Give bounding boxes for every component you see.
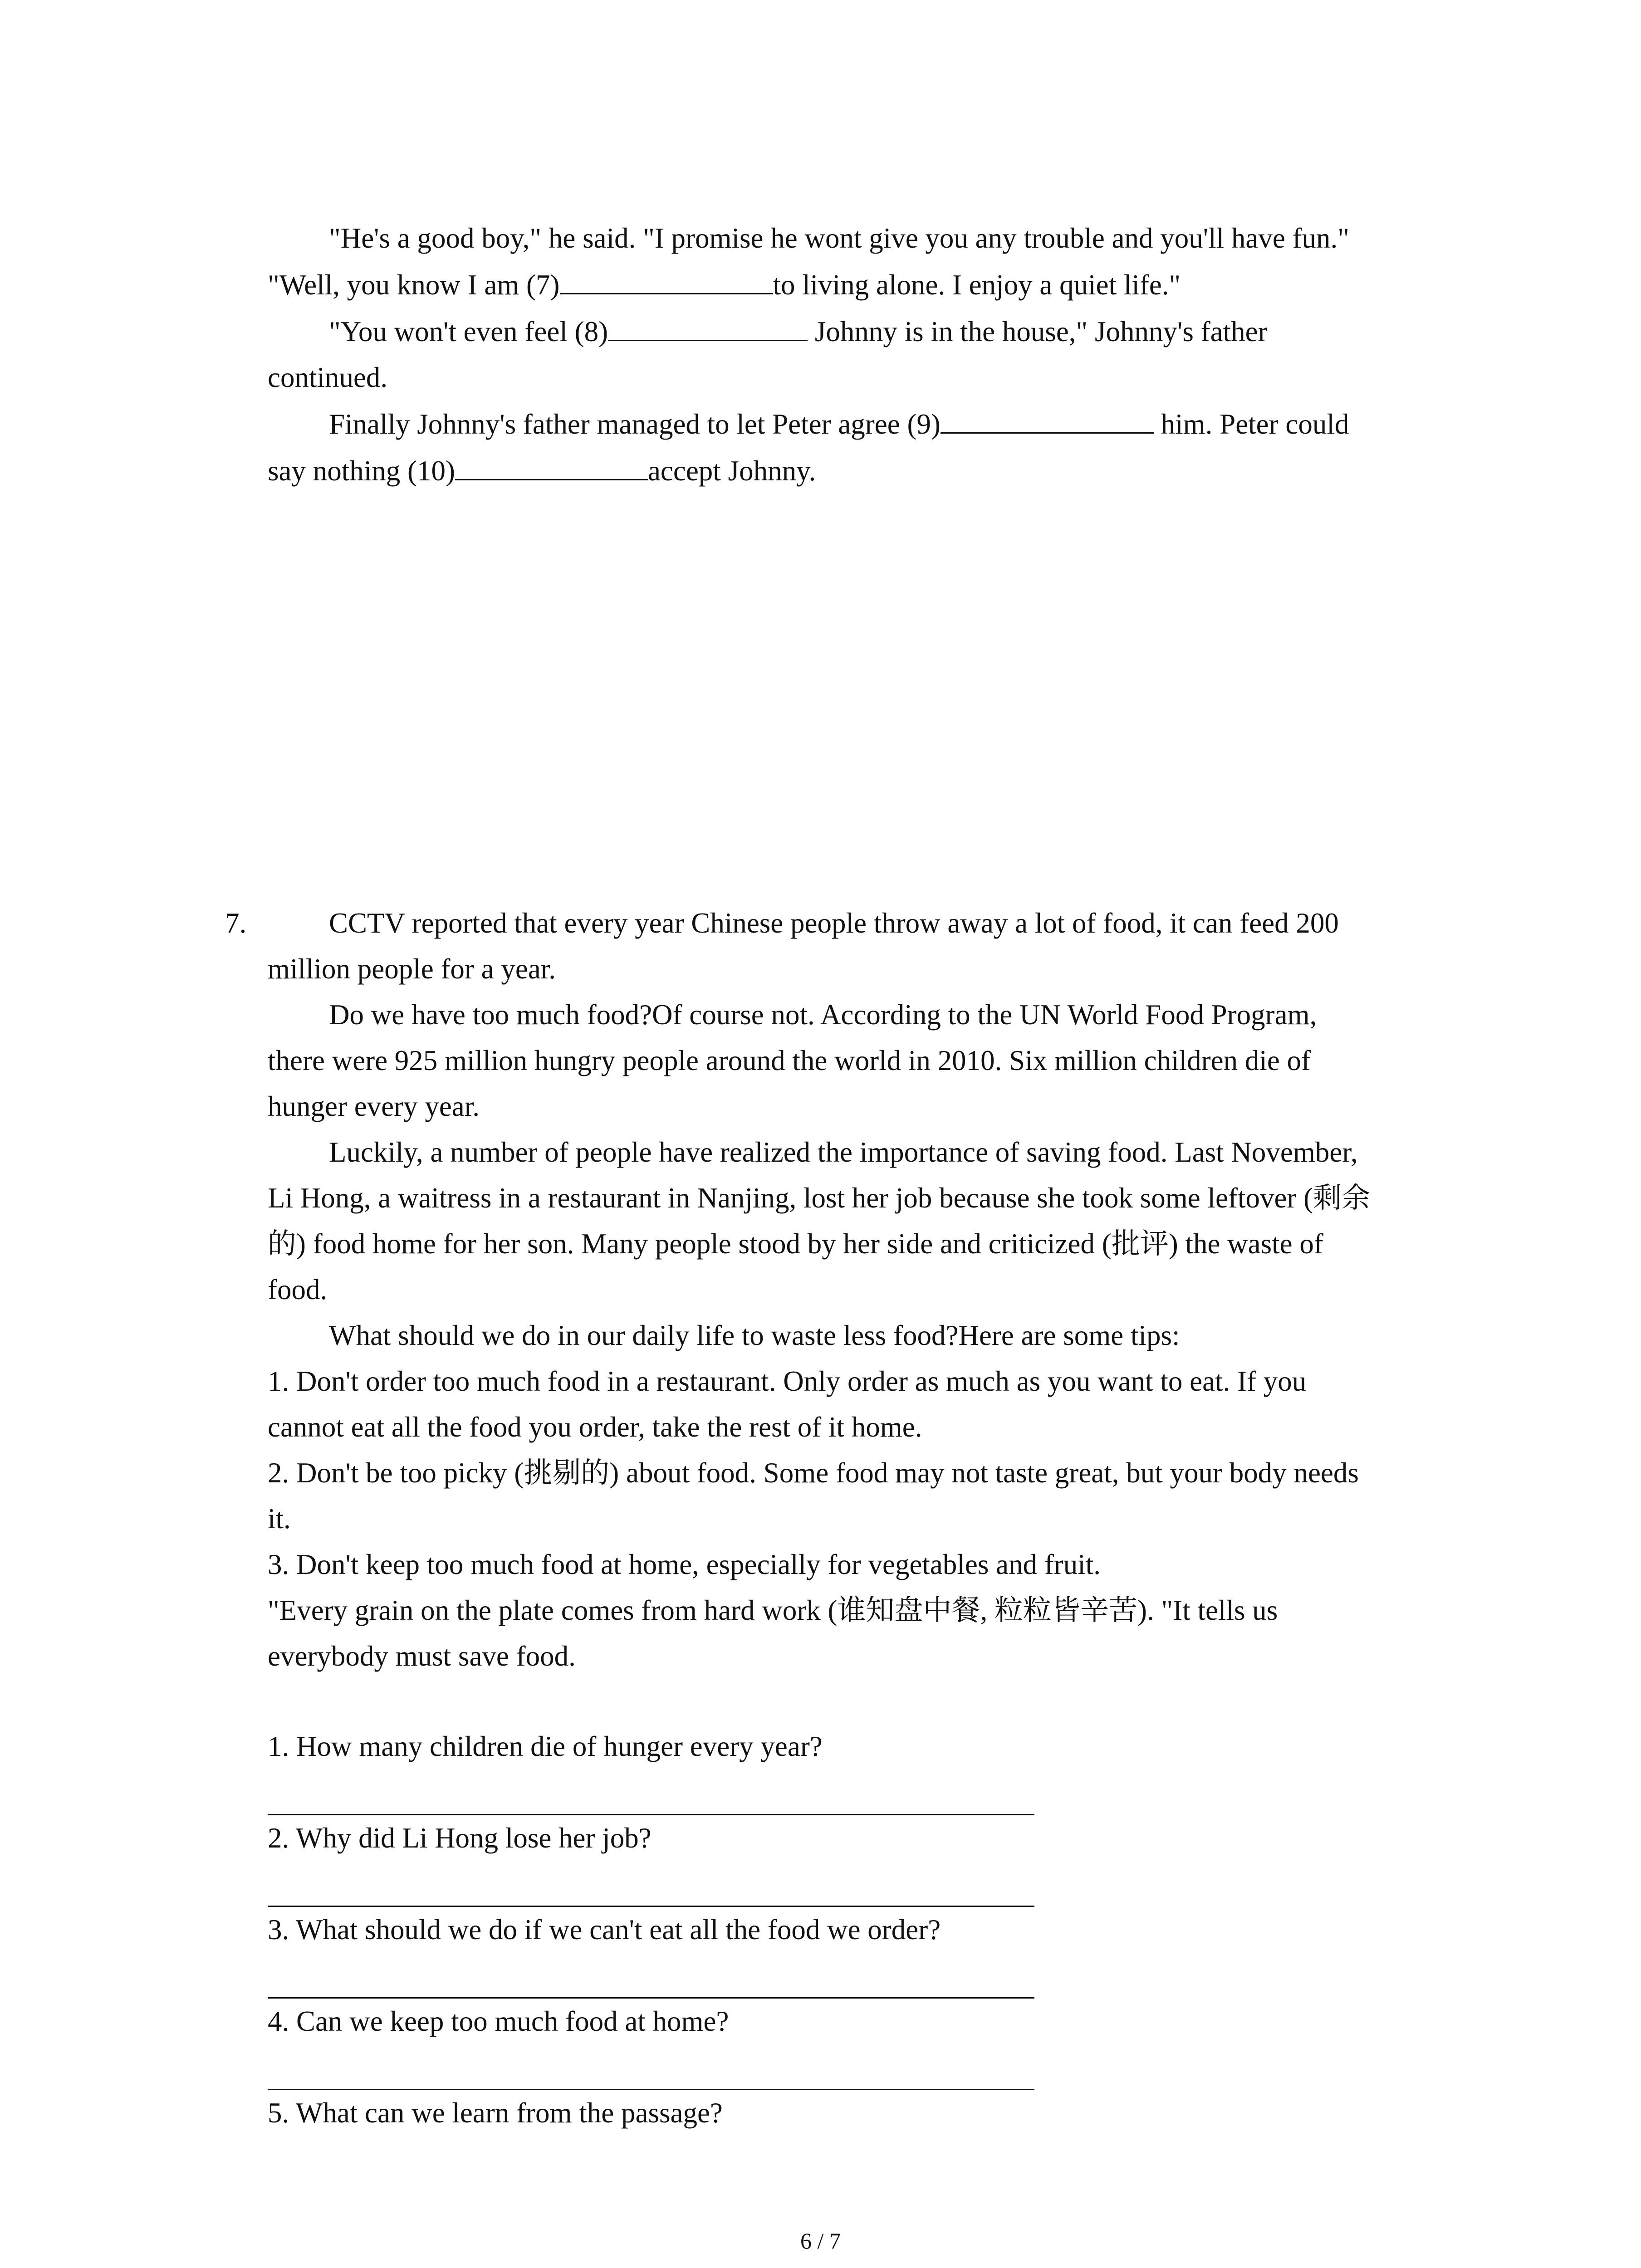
text-segment: to living alone. I enjoy a quiet life." — [773, 269, 1181, 301]
passage-6-line-6 — [268, 447, 1470, 494]
passage-line: everybody must save food. — [268, 1640, 576, 1672]
text-segment: "Well, you know I am (7) — [268, 269, 560, 301]
question-3: 3. What should we do if we can't eat all the food we order? — [268, 1914, 941, 1945]
text-segment: Johnny is in the house," Johnny's father — [808, 316, 1268, 347]
passage-line: 的) food home for her son. Many people stood by her side and criticized (批评) the waste of — [268, 1228, 1323, 1260]
blank-9 — [941, 401, 1154, 434]
question-5: 5. What can we learn from the passage? — [268, 2097, 723, 2129]
answer-line-2[interactable] — [268, 1861, 1034, 1907]
text-segment: "You won't even feel (8) — [329, 316, 608, 347]
passage-6-line-4: continued. — [268, 362, 388, 393]
text-segment: accept Johnny. — [647, 455, 816, 487]
passage-line: 2. Don't be too picky (挑剔的) about food. Some food may not taste great, but your body needs — [268, 1457, 1359, 1489]
passage-6-line-2 — [268, 261, 1470, 308]
passage-line: food. — [268, 1274, 328, 1305]
passage-6-line-1: "He's a good boy," he said. "I promise he wont give you any trouble and you'll have fun." — [329, 222, 1350, 254]
passage-line: "Every grain on the plate comes from hard work (谁知盘中餐, 粒粒皆辛苦). "It tells us — [268, 1594, 1278, 1626]
blank-10 — [455, 447, 648, 480]
question-4: 4. Can we keep too much food at home? — [268, 2005, 729, 2037]
passage-line: 3. Don't keep too much food at home, especially for vegetables and fruit. — [268, 1549, 1101, 1580]
passage-line: Li Hong, a waitress in a restaurant in Nanjing, lost her job because she took some leftover (剩余 — [268, 1182, 1371, 1214]
passage-6-line-5 — [268, 401, 1470, 447]
passage-line: What should we do in our daily life to waste less food?Here are some tips: — [329, 1320, 1180, 1351]
question-7-number: 7. — [225, 907, 247, 939]
question-7-passage — [268, 900, 1470, 1679]
passage-line: 1. Don't order too much food in a restaurant. Only order as much as you want to eat. If you — [268, 1365, 1307, 1397]
text-segment: say nothing (10) — [268, 455, 455, 487]
blank-8 — [608, 308, 808, 341]
passage-line: CCTV reported that every year Chinese people throw away a lot of food, it can feed 200 — [329, 907, 1339, 939]
text-segment: him. Peter could — [1153, 408, 1349, 440]
passage-line: million people for a year. — [268, 953, 556, 985]
question-1: 1. How many children die of hunger every year? — [268, 1730, 823, 1762]
text-segment: Finally Johnny's father managed to let Peter agree (9) — [329, 408, 941, 440]
comprehension-questions — [268, 1724, 1470, 2136]
passage-line: Do we have too much food?Of course not. According to the UN World Food Program, — [329, 999, 1317, 1031]
question-2: 2. Why did Li Hong lose her job? — [268, 1822, 652, 1854]
answer-line-4[interactable] — [268, 2044, 1034, 2090]
answer-line-1[interactable] — [268, 1769, 1034, 1815]
passage-line: hunger every year. — [268, 1090, 480, 1122]
passage-line: Luckily, a number of people have realized the importance of saving food. Last November, — [329, 1136, 1358, 1168]
page-number: 6 / 7 — [800, 2228, 841, 2253]
answer-line-3[interactable] — [268, 1953, 1034, 1999]
passage-line: there were 925 million hungry people around the world in 2010. Six million children die of — [268, 1045, 1311, 1076]
blank-7 — [560, 261, 773, 294]
passage-6-line-3 — [268, 308, 1470, 355]
passage-6-continuation — [268, 215, 1470, 494]
passage-line: it. — [268, 1503, 291, 1535]
passage-line: cannot eat all the food you order, take the rest of it home. — [268, 1411, 922, 1443]
